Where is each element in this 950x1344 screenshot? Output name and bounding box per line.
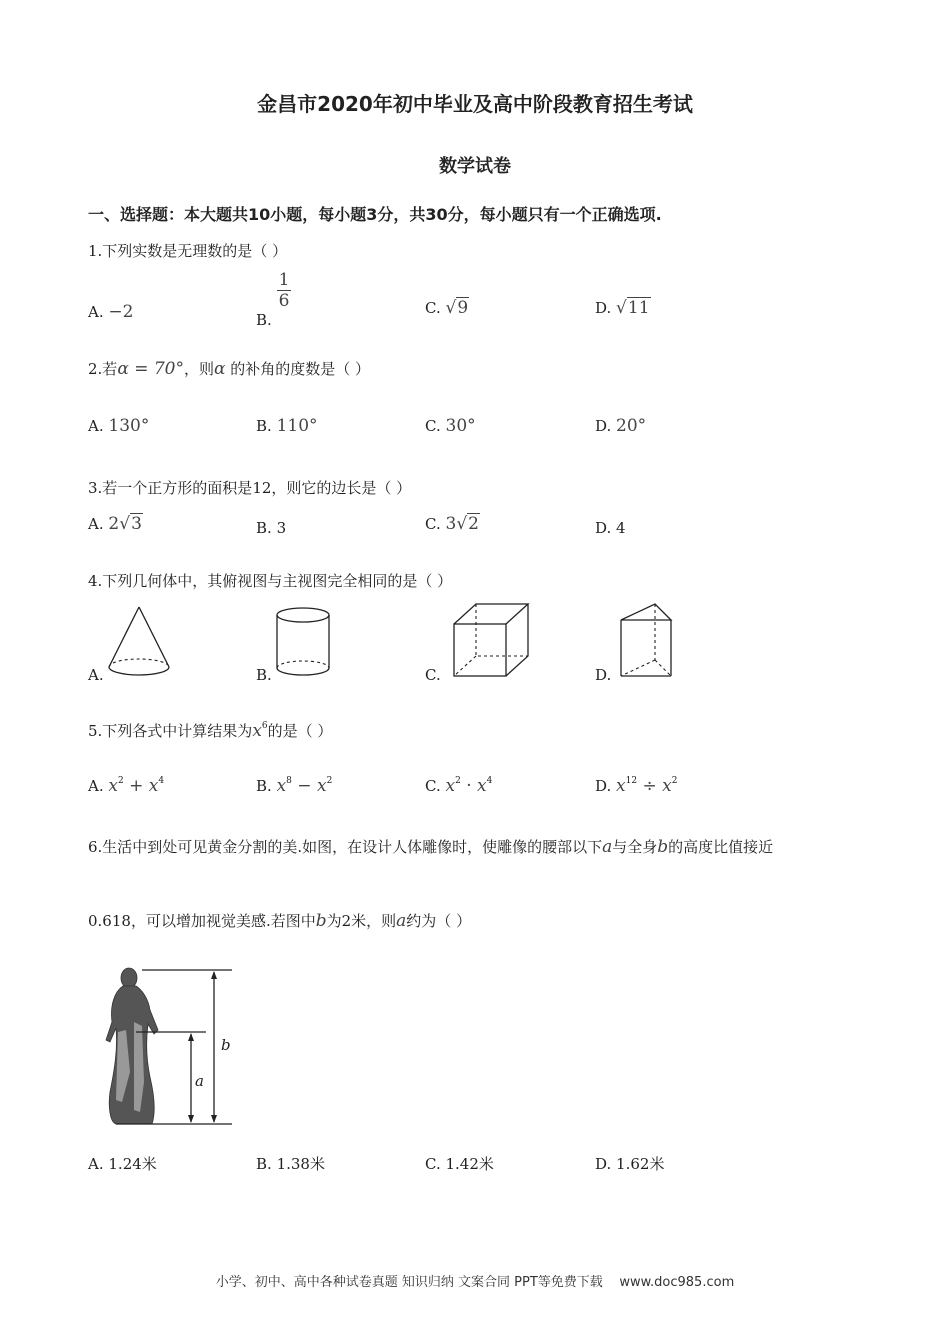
- question-6-stem-line1: 6.生活中到处可见黄金分割的美.如图，在设计人体雕像时，使雕像的腰部以下a与全身b的高度比值接近: [88, 837, 774, 857]
- question-3-stem: 3.若一个正方形的面积是12，则它的边长是（ ）: [88, 479, 412, 497]
- section-heading: 一、选择题：本大题共10小题，每小题3分，共30分，每小题只有一个正确选项.: [88, 205, 662, 224]
- q1-option-c: C. √9: [425, 298, 469, 318]
- label-a: a: [195, 1072, 204, 1090]
- q4-option-b-label: B.: [256, 666, 272, 684]
- page-footer: [0, 1271, 950, 1290]
- q5-option-d: D. $x^{12} \div x^2$: [595, 776, 678, 796]
- q1-option-b: B. $\frac{1}{6}$: [256, 270, 290, 329]
- question-1-stem: 1.下列实数是无理数的是（ ）: [88, 242, 288, 260]
- q5-option-b: B. $x^8 - x^2$: [256, 776, 333, 796]
- cone-icon: [105, 605, 175, 680]
- q4-option-c-label: C.: [425, 666, 441, 684]
- q4-option-d-label: D.: [595, 666, 612, 684]
- label-b: b: [221, 1036, 231, 1054]
- q3-option-d: D. 4: [595, 519, 626, 537]
- exam-title: 金昌市2020年初中毕业及高中阶段教育招生考试: [257, 92, 693, 116]
- q1-option-d: D. √11: [595, 298, 650, 318]
- q6-option-d: D. 1.62米: [595, 1155, 665, 1173]
- q3-option-c: C. 3√2: [425, 514, 479, 534]
- footer-link[interactable]: www.doc985.com: [619, 1275, 735, 1290]
- q5-option-a: A. $x^2 + x^4$: [88, 776, 165, 796]
- question-2-stem: 2.若α = 70°，则α 的补角的度数是（ ）: [88, 359, 371, 379]
- q3-option-a: A. 2√3: [88, 514, 142, 534]
- question-6-stem-line2: 0.618，可以增加视觉美感.若图中b为2米，则a约为（ ）: [88, 911, 472, 931]
- footer-text: 小学、初中、高中各种试卷真题 知识归纳 文案合同 PPT等免费下载: [215, 1275, 603, 1290]
- question-4-stem: 4.下列几何体中，其俯视图与主视图完全相同的是（ ）: [88, 572, 453, 590]
- q2-option-b: B. 110°: [256, 416, 318, 436]
- q5-option-c: C. $x^2 \cdot x^4$: [425, 776, 493, 796]
- statue-figure: [96, 962, 246, 1132]
- cylinder-icon: [272, 605, 334, 680]
- q2-option-a: A. 130°: [88, 416, 150, 436]
- q2-option-c: C. 30°: [425, 416, 476, 436]
- q2-option-d: D. 20°: [595, 416, 647, 436]
- q1-option-a: A. −2: [88, 302, 134, 322]
- cube-icon: [450, 600, 532, 682]
- q6-option-c: C. 1.42米: [425, 1155, 494, 1173]
- question-5-stem: 5.下列各式中计算结果为$x^6$的是（ ）: [88, 721, 333, 741]
- q3-option-b: B. 3: [256, 519, 287, 537]
- q6-option-b: B. 1.38米: [256, 1155, 325, 1173]
- q6-option-a: A. 1.24米: [88, 1155, 157, 1173]
- exam-subtitle: 数学试卷: [439, 156, 511, 177]
- triangular-prism-icon: [615, 600, 677, 682]
- q4-option-a-label: A.: [88, 666, 104, 684]
